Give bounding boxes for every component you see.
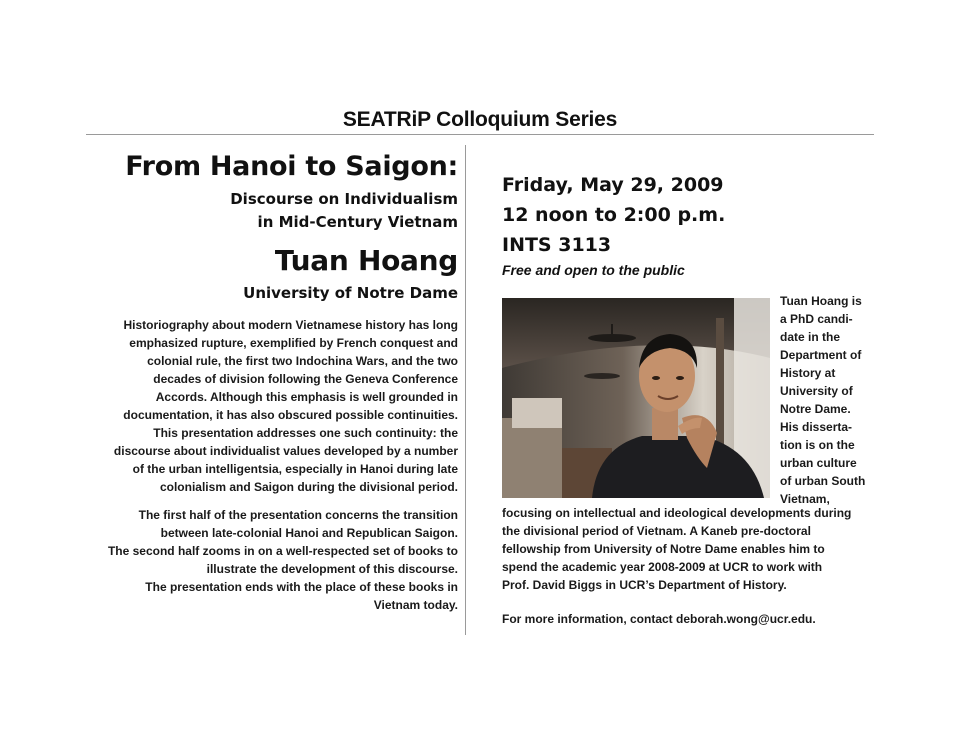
bio-side-text: Tuan Hoang is a PhD candi- date in the Department of History at University of Notre Dame. His disserta- tion is on the urban culture of urban South Vietnam, — [780, 294, 866, 506]
event-time: 12 noon to 2:00 p.m. — [502, 204, 726, 226]
talk-subtitle-line1: Discourse on Individualism — [230, 190, 458, 208]
abstract-paragraph-1: Historiography about modern Vietnamese history has long emphasized rupture, exemplified by French conquest and colonial rule, the first two Indochina Wars, and the two decades of division following the Geneva Conference Accords. Although this emphasis is well grounded in documentation, it has also obscured possible continuities. This presentation addresses one such continuity: the discourse about individualist values developed by a number of the urban intelligentsia, especially in Hanoi during late colonialism and Saigon during the divisional period. — [113, 318, 458, 494]
top-divider — [86, 134, 874, 135]
event-location: INTS 3113 — [502, 234, 612, 256]
column-divider — [465, 145, 466, 635]
public-note: Free and open to the public — [502, 262, 685, 278]
left-column — [86, 150, 458, 614]
speaker-photo-illustration — [502, 298, 770, 498]
talk-subtitle — [86, 188, 458, 234]
speaker-name: Tuan Hoang — [274, 244, 458, 277]
contact-info: For more information, contact deborah.wong@ucr.edu. — [502, 612, 816, 626]
talk-title: From Hanoi to Saigon: — [125, 151, 458, 182]
abstract-paragraph-2: The first half of the presentation concerns the transition between late-colonial Hanoi and Republican Saigon. The second half zooms in on a well-respected set of books to illustrate the development of this discourse. The presentation ends with the place of these books in Vietnam today. — [107, 508, 458, 612]
speaker-affiliation: University of Notre Dame — [243, 284, 458, 302]
bio-bottom-text: focusing on intellectual and ideological developments during the divisional period of Vietnam. A Kaneb pre-doctoral fellowship from University of Notre Dame enables him to spend the academic year 2008-2009 at UCR to work with Prof. David Biggs in UCR’s Department of History. — [502, 506, 852, 592]
series-title: SEATRiP Colloquium Series — [342, 108, 618, 131]
right-column — [502, 170, 874, 280]
talk-subtitle-line2: in Mid-Century Vietnam — [257, 213, 458, 231]
event-date: Friday, May 29, 2009 — [502, 174, 724, 196]
speaker-photo — [502, 298, 770, 498]
